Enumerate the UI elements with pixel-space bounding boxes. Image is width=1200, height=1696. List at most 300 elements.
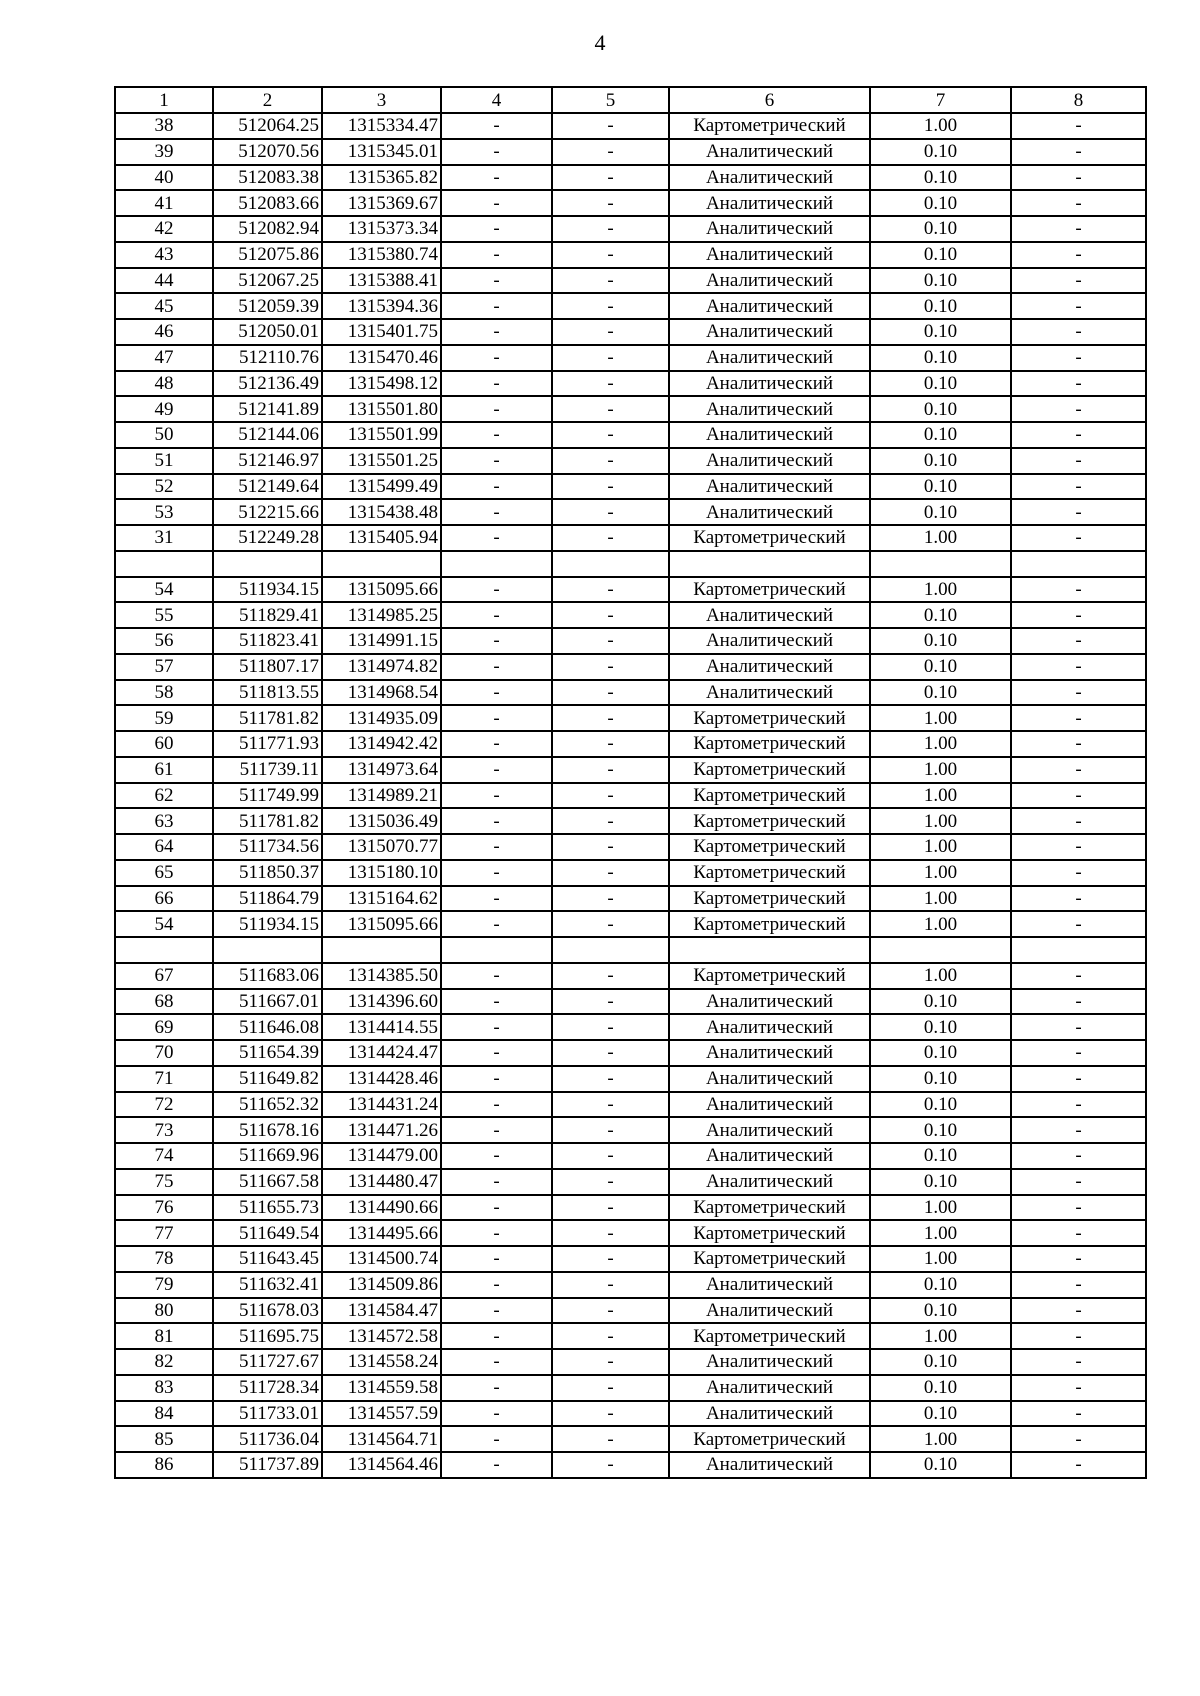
coord-y-cell: 1314935.09 [322,705,441,731]
accuracy-cell: 0.10 [870,1143,1011,1169]
method-cell: Аналитический [669,1169,870,1195]
col-5-cell: - [552,577,669,603]
accuracy-cell: 0.10 [870,602,1011,628]
accuracy-cell: 1.00 [870,963,1011,989]
table-row [115,190,1146,216]
coord-x-cell: 511771.93 [213,731,322,757]
coord-y-cell: 1315405.94 [322,525,441,551]
accuracy-cell: 0.10 [870,1375,1011,1401]
col-4-cell: - [441,705,552,731]
table-row [115,963,1146,989]
col-5-cell: - [552,1014,669,1040]
coord-x-cell: 511654.39 [213,1040,322,1066]
coord-y-cell: 1314431.24 [322,1092,441,1118]
accuracy-cell: 0.10 [870,1349,1011,1375]
coord-x-cell: 512075.86 [213,242,322,268]
table-row [115,911,1146,937]
col-4-cell: - [441,1452,552,1478]
coord-x-cell: 511632.41 [213,1272,322,1298]
accuracy-cell: 0.10 [870,1452,1011,1478]
point-number-cell: 45 [115,293,213,319]
col-5-cell: - [552,422,669,448]
col-8-cell: - [1011,1349,1146,1375]
col-8-cell: - [1011,1014,1146,1040]
coord-y-cell: 1314424.47 [322,1040,441,1066]
col-8-cell [1011,551,1146,577]
col-8-cell: - [1011,1298,1146,1324]
coord-x-cell: 511934.15 [213,577,322,603]
table-row [115,371,1146,397]
accuracy-cell: 0.10 [870,989,1011,1015]
col-4-cell: - [441,757,552,783]
coord-y-cell: 1315438.48 [322,499,441,525]
coord-x-cell: 511646.08 [213,1014,322,1040]
col-4-cell: - [441,602,552,628]
point-number-cell: 69 [115,1014,213,1040]
col-5-cell [552,937,669,963]
point-number-cell: 53 [115,499,213,525]
coord-x-cell: 511850.37 [213,860,322,886]
col-8-cell: - [1011,1375,1146,1401]
table-row [115,499,1146,525]
col-4-cell: - [441,190,552,216]
col-4-cell: - [441,113,552,139]
table-row [115,1298,1146,1324]
coord-y-cell: 1314989.21 [322,783,441,809]
table-header [115,87,1146,113]
method-cell: Аналитический [669,139,870,165]
coord-y-cell: 1315499.49 [322,474,441,500]
coord-x-cell: 511728.34 [213,1375,322,1401]
point-number-cell: 86 [115,1452,213,1478]
coord-x-cell: 512070.56 [213,139,322,165]
col-4-cell: - [441,911,552,937]
accuracy-cell [870,937,1011,963]
method-cell: Картометрический [669,963,870,989]
table-row [115,422,1146,448]
col-4-cell: - [441,1169,552,1195]
col-8-cell: - [1011,886,1146,912]
method-cell: Картометрический [669,911,870,937]
coord-y-cell: 1314974.82 [322,654,441,680]
accuracy-cell: 1.00 [870,1195,1011,1221]
col-4-cell: - [441,654,552,680]
point-number-cell: 61 [115,757,213,783]
method-cell: Аналитический [669,989,870,1015]
col-5-cell: - [552,190,669,216]
col-5-cell: - [552,757,669,783]
table-row [115,113,1146,139]
method-cell: Аналитический [669,1092,870,1118]
coord-x-cell: 511823.41 [213,628,322,654]
table-row [115,474,1146,500]
coord-x-cell: 511667.01 [213,989,322,1015]
table-row [115,937,1146,963]
point-number-cell [115,937,213,963]
col-8-cell: - [1011,834,1146,860]
column-header-4: 4 [441,87,552,113]
accuracy-cell: 1.00 [870,860,1011,886]
coord-y-cell: 1315380.74 [322,242,441,268]
coord-x-cell: 511864.79 [213,886,322,912]
table-row [115,1401,1146,1427]
col-4-cell: - [441,1092,552,1118]
coord-x-cell: 512136.49 [213,371,322,397]
col-5-cell: - [552,165,669,191]
col-8-cell: - [1011,577,1146,603]
coord-x-cell [213,551,322,577]
table-row [115,1323,1146,1349]
table-row [115,989,1146,1015]
coord-y-cell: 1314985.25 [322,602,441,628]
coord-y-cell: 1315180.10 [322,860,441,886]
table-row [115,577,1146,603]
method-cell: Аналитический [669,1014,870,1040]
accuracy-cell: 0.10 [870,1169,1011,1195]
accuracy-cell: 0.10 [870,190,1011,216]
col-5-cell: - [552,680,669,706]
coord-y-cell: 1314500.74 [322,1246,441,1272]
col-8-cell: - [1011,1220,1146,1246]
table-row [115,1426,1146,1452]
coord-y-cell: 1315345.01 [322,139,441,165]
col-8-cell: - [1011,139,1146,165]
column-header-2: 2 [213,87,322,113]
col-8-cell: - [1011,1452,1146,1478]
method-cell: Аналитический [669,499,870,525]
point-number-cell: 42 [115,216,213,242]
table-row [115,268,1146,294]
point-number-cell: 68 [115,989,213,1015]
col-4-cell: - [441,293,552,319]
col-8-cell: - [1011,525,1146,551]
method-cell: Аналитический [669,1117,870,1143]
point-number-cell: 77 [115,1220,213,1246]
accuracy-cell: 0.10 [870,1066,1011,1092]
col-8-cell: - [1011,989,1146,1015]
point-number-cell: 83 [115,1375,213,1401]
accuracy-cell: 0.10 [870,216,1011,242]
method-cell: Картометрический [669,1246,870,1272]
coord-x-cell: 511655.73 [213,1195,322,1221]
accuracy-cell: 0.10 [870,474,1011,500]
coord-y-cell: 1314973.64 [322,757,441,783]
col-8-cell: - [1011,1117,1146,1143]
point-number-cell: 46 [115,319,213,345]
point-number-cell: 59 [115,705,213,731]
point-number-cell: 80 [115,1298,213,1324]
col-4-cell: - [441,345,552,371]
table-row [115,242,1146,268]
point-number-cell: 47 [115,345,213,371]
method-cell: Картометрический [669,1220,870,1246]
col-5-cell: - [552,1426,669,1452]
coord-y-cell: 1315401.75 [322,319,441,345]
table-row [115,1246,1146,1272]
col-8-cell: - [1011,1426,1146,1452]
col-8-cell [1011,937,1146,963]
point-number-cell: 71 [115,1066,213,1092]
point-number-cell: 52 [115,474,213,500]
col-4-cell: - [441,834,552,860]
column-header-3: 3 [322,87,441,113]
table-row [115,654,1146,680]
point-number-cell: 60 [115,731,213,757]
table-row [115,139,1146,165]
coord-x-cell: 511649.82 [213,1066,322,1092]
method-cell: Аналитический [669,1040,870,1066]
coord-x-cell: 511781.82 [213,808,322,834]
method-cell: Аналитический [669,1272,870,1298]
coord-x-cell: 512082.94 [213,216,322,242]
point-number-cell: 54 [115,911,213,937]
accuracy-cell: 0.10 [870,448,1011,474]
col-5-cell: - [552,1040,669,1066]
col-8-cell: - [1011,165,1146,191]
method-cell: Аналитический [669,242,870,268]
point-number-cell: 84 [115,1401,213,1427]
table-row [115,396,1146,422]
method-cell: Аналитический [669,448,870,474]
table-row [115,345,1146,371]
coordinates-table [114,86,1147,1479]
col-8-cell: - [1011,190,1146,216]
accuracy-cell: 1.00 [870,731,1011,757]
accuracy-cell: 1.00 [870,757,1011,783]
table-row [115,1092,1146,1118]
method-cell: Картометрический [669,757,870,783]
coord-x-cell: 511643.45 [213,1246,322,1272]
col-8-cell: - [1011,628,1146,654]
method-cell: Аналитический [669,371,870,397]
coord-x-cell: 511649.54 [213,1220,322,1246]
method-cell: Аналитический [669,190,870,216]
point-number-cell: 51 [115,448,213,474]
col-8-cell: - [1011,783,1146,809]
col-5-cell: - [552,1066,669,1092]
accuracy-cell: 1.00 [870,808,1011,834]
col-8-cell: - [1011,1143,1146,1169]
col-4-cell: - [441,1401,552,1427]
col-8-cell: - [1011,396,1146,422]
col-5-cell: - [552,242,669,268]
accuracy-cell: 0.10 [870,680,1011,706]
col-5-cell: - [552,499,669,525]
col-8-cell: - [1011,474,1146,500]
col-8-cell: - [1011,808,1146,834]
col-5-cell: - [552,886,669,912]
col-5-cell: - [552,474,669,500]
coord-x-cell: 511727.67 [213,1349,322,1375]
coord-y-cell: 1314509.86 [322,1272,441,1298]
point-number-cell: 82 [115,1349,213,1375]
coord-x-cell: 512141.89 [213,396,322,422]
col-5-cell: - [552,371,669,397]
coord-y-cell: 1314942.42 [322,731,441,757]
accuracy-cell: 1.00 [870,886,1011,912]
col-4-cell: - [441,448,552,474]
coord-y-cell: 1315036.49 [322,808,441,834]
coord-y-cell: 1314490.66 [322,1195,441,1221]
page-number: 4 [594,30,606,55]
coord-x-cell: 512064.25 [213,113,322,139]
coord-y-cell: 1315373.34 [322,216,441,242]
table-row [115,1040,1146,1066]
coord-y-cell: 1315388.41 [322,268,441,294]
accuracy-cell: 0.10 [870,268,1011,294]
coord-x-cell: 512149.64 [213,474,322,500]
col-4-cell: - [441,165,552,191]
coord-y-cell: 1314564.71 [322,1426,441,1452]
coord-y-cell: 1314558.24 [322,1349,441,1375]
accuracy-cell: 0.10 [870,242,1011,268]
col-8-cell: - [1011,293,1146,319]
col-8-cell: - [1011,602,1146,628]
col-8-cell: - [1011,705,1146,731]
col-5-cell: - [552,808,669,834]
accuracy-cell: 1.00 [870,705,1011,731]
coord-x-cell: 511781.82 [213,705,322,731]
coord-y-cell: 1315334.47 [322,113,441,139]
col-4-cell: - [441,1195,552,1221]
coord-y-cell: 1314385.50 [322,963,441,989]
col-4-cell: - [441,628,552,654]
col-4-cell: - [441,499,552,525]
table-row [115,1220,1146,1246]
method-cell: Аналитический [669,474,870,500]
col-8-cell: - [1011,1246,1146,1272]
coord-x-cell: 512249.28 [213,525,322,551]
coord-x-cell: 512215.66 [213,499,322,525]
accuracy-cell: 1.00 [870,1426,1011,1452]
col-5-cell: - [552,705,669,731]
coord-x-cell: 512083.38 [213,165,322,191]
point-number-cell: 40 [115,165,213,191]
col-8-cell: - [1011,371,1146,397]
coord-y-cell: 1314396.60 [322,989,441,1015]
method-cell: Аналитический [669,680,870,706]
col-5-cell: - [552,783,669,809]
method-cell: Аналитический [669,654,870,680]
method-cell: Аналитический [669,268,870,294]
method-cell: Картометрический [669,1195,870,1221]
col-4-cell: - [441,1375,552,1401]
method-cell: Аналитический [669,1349,870,1375]
accuracy-cell: 1.00 [870,1246,1011,1272]
point-number-cell [115,551,213,577]
table-row [115,319,1146,345]
col-8-cell: - [1011,448,1146,474]
col-8-cell: - [1011,654,1146,680]
col-4-cell: - [441,525,552,551]
col-4-cell: - [441,216,552,242]
col-5-cell: - [552,1169,669,1195]
table-row [115,602,1146,628]
coord-y-cell: 1315164.62 [322,886,441,912]
method-cell [669,937,870,963]
col-8-cell: - [1011,216,1146,242]
col-8-cell: - [1011,319,1146,345]
col-4-cell: - [441,1349,552,1375]
point-number-cell: 38 [115,113,213,139]
coord-x-cell: 511807.17 [213,654,322,680]
point-number-cell: 70 [115,1040,213,1066]
table-row [115,448,1146,474]
header-row [115,87,1146,113]
col-5-cell: - [552,654,669,680]
col-4-cell: - [441,731,552,757]
col-8-cell: - [1011,731,1146,757]
method-cell: Аналитический [669,345,870,371]
coord-x-cell: 512110.76 [213,345,322,371]
coord-y-cell: 1314414.55 [322,1014,441,1040]
column-header-7: 7 [870,87,1011,113]
table-row [115,1169,1146,1195]
col-8-cell: - [1011,1195,1146,1221]
method-cell: Картометрический [669,1426,870,1452]
coord-x-cell: 512059.39 [213,293,322,319]
col-4-cell: - [441,371,552,397]
accuracy-cell: 0.10 [870,499,1011,525]
col-5-cell: - [552,216,669,242]
point-number-cell: 63 [115,808,213,834]
col-5-cell: - [552,834,669,860]
col-5-cell: - [552,1349,669,1375]
col-5-cell: - [552,319,669,345]
col-8-cell: - [1011,499,1146,525]
col-5-cell: - [552,525,669,551]
col-8-cell: - [1011,1401,1146,1427]
accuracy-cell [870,551,1011,577]
col-4-cell [441,551,552,577]
coord-y-cell: 1314480.47 [322,1169,441,1195]
method-cell: Аналитический [669,319,870,345]
table-row [115,1195,1146,1221]
method-cell: Картометрический [669,834,870,860]
coord-y-cell: 1315095.66 [322,911,441,937]
col-5-cell: - [552,911,669,937]
col-4-cell: - [441,242,552,268]
col-8-cell: - [1011,911,1146,937]
col-4-cell: - [441,886,552,912]
coord-y-cell: 1315501.25 [322,448,441,474]
table-row [115,1452,1146,1478]
method-cell: Картометрический [669,577,870,603]
method-cell: Картометрический [669,113,870,139]
point-number-cell: 76 [115,1195,213,1221]
coord-x-cell: 512050.01 [213,319,322,345]
table-row [115,525,1146,551]
col-8-cell: - [1011,422,1146,448]
coord-y-cell: 1314428.46 [322,1066,441,1092]
col-5-cell: - [552,268,669,294]
method-cell: Аналитический [669,602,870,628]
col-4-cell: - [441,474,552,500]
table-row [115,783,1146,809]
point-number-cell: 39 [115,139,213,165]
col-5-cell: - [552,731,669,757]
point-number-cell: 41 [115,190,213,216]
coord-y-cell: 1315365.82 [322,165,441,191]
coord-x-cell: 512083.66 [213,190,322,216]
coord-x-cell: 511667.58 [213,1169,322,1195]
point-number-cell: 55 [115,602,213,628]
accuracy-cell: 0.10 [870,1401,1011,1427]
coord-y-cell: 1314991.15 [322,628,441,654]
col-5-cell: - [552,1298,669,1324]
coord-y-cell: 1314572.58 [322,1323,441,1349]
accuracy-cell: 1.00 [870,525,1011,551]
